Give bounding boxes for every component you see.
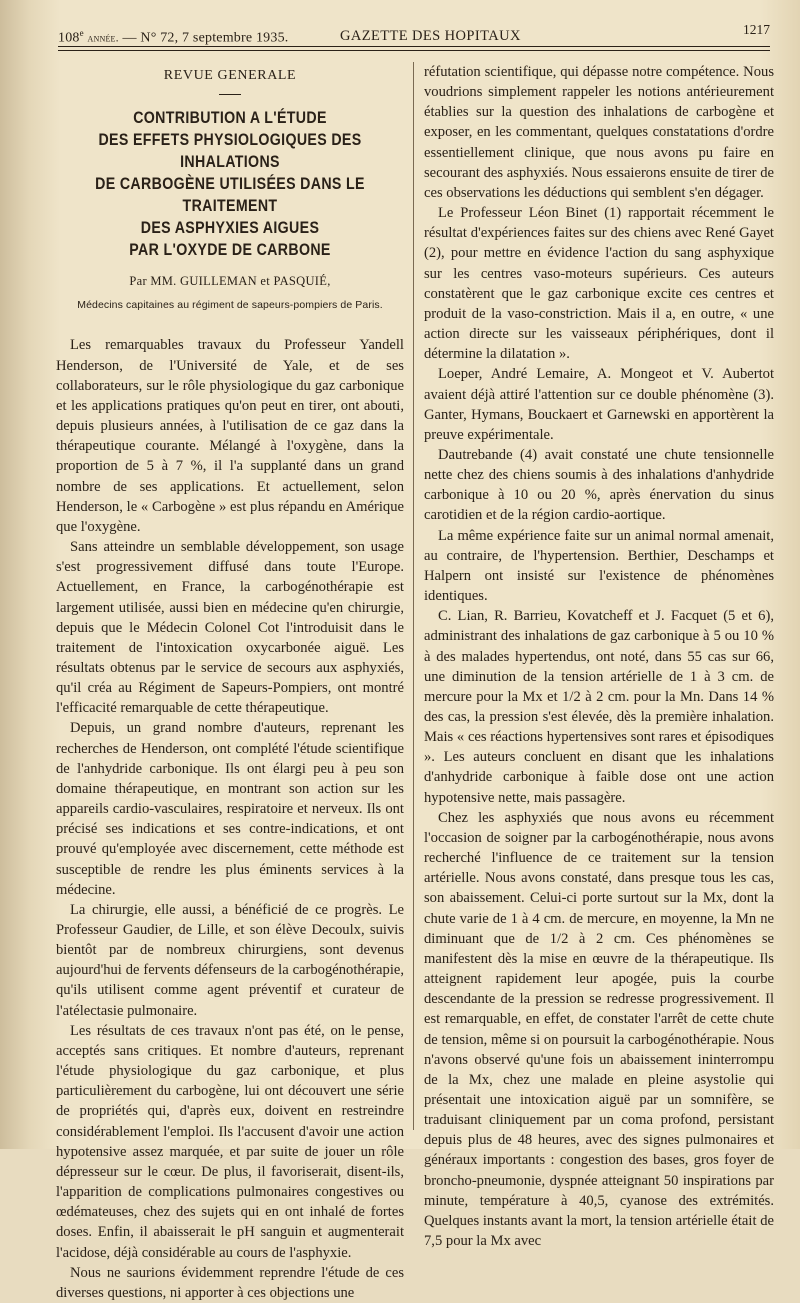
authors: Par MM. GUILLEMAN et PASQUIÉ, [129, 274, 331, 289]
issue-info [58, 28, 288, 47]
paragraph: réfutation scientifique, qui dépasse notre compétence. Nous voudrions simplement rappeler les notions antérieurement établies sur la question des inhalations de carbogène et exposer, en les commentant, quelques constatations d'ordre essentiellement clinique, que nous avons pu faire en secourant des asphyxiés. Nous essaierons ensuite de tirer de ces observations les déductions qui semblent s'en dégager. [424, 64, 774, 201]
issue-annee: année. [87, 30, 119, 45]
paragraph: Chez les asphyxiés que nous avons eu récemment l'occasion de soigner par la carbogénothérapie, nous avons recherché l'influence de ce traitement sur la tension artérielle. Nous avons constaté, dans presque tous les cas, son abaissement. Celui-ci porte surtout sur la Mx, dont la chute varie de 1 à 4 cm. de mercure, en moyenne, la Mn ne diminuant que de 1/2 à 2 cm. Ces phénomènes se manifestent dès la mise en œuvre de la thérapeutique. Ils atteignent rapidement leur apogée, puis la courbe descendante de la pression se redresse progressivement. Il est remarquable, en effet, de constater l'arrêt de cette chute de tension, même si on poursuit la carbogénothérapie. Nous n'avons observé qu'une fois un abaissement ininterrompu de la Mx, chez une malade en pleine asystolie qui présentait une intoxication aiguë par un somnifère, se traduisant cliniquement par un coma profond, persistant depuis plus de 48 heures, avec des signes pulmonaires et généraux importants : congestion des bases, gros foyer de broncho-pneumonie, dyspnée atteignant 50 inspirations par minute, température à 40,5, cyanose des extrémités. Quelques instants avant la mort, la tension artérielle était de 7,5 pour la Mx avec [424, 809, 774, 1250]
article-title [61, 107, 398, 261]
paragraph: Depuis, un grand nombre d'auteurs, reprenant les recherches de Henderson, ont complété l'étude scientifique de l'anhydride carbonique. Ils ont élargi peu à peu son domaine thérapeutique, en montrant son action sur les appareils cardio-vasculaires, respiratoire et nerveux. Ils ont précisé ses indications et ses contre-indications, et ont prouvé qu'employée avec discernement, cette méthode est susceptible de rendre les plus éminents services à la médecine. [56, 720, 404, 898]
title-line: PAR L'OXYDE DE CARBONE [129, 241, 331, 260]
title-dash [219, 94, 241, 95]
column-divider [413, 62, 414, 1130]
paragraph: Dautrebande (4) avait constaté une chute tensionnelle nette chez des chiens soumis à des inhalations d'anhydride carbonique à 10 ou 20 %, après énervation du sinus carotidien et de la région cardio-aortique. [424, 446, 774, 524]
title-line: CONTRIBUTION A L'ÉTUDE [133, 109, 327, 128]
paragraph: Sans atteindre un semblable développement, son usage s'est progressivement diffusé dans toute l'Europe. Actuellement, en France, la carbogénothérapie est largement utilisée, aussi bien en médecine qu'en chirurgie, depuis que le Médecin Colonel Cot l'introduisit dans le traitement de l'intoxication oxycarbonée aiguë. Les résultats obtenus par le service de secours aux asphyxiés, qu'il créa au Régiment de Sapeurs-Pompiers, ont montré l'efficacité remarquable de cette thérapeutique. [56, 539, 404, 717]
title-line: DES EFFETS PHYSIOLOGIQUES DES INHALATIONS [98, 131, 362, 172]
page-number: 1217 [743, 22, 770, 37]
header-rule-thin [58, 50, 770, 51]
paragraph: C. Lian, R. Barrieu, Kovatcheff et J. Facquet (5 et 6), administrant des inhalations de gaz carbonique à 5 ou 10 % à des malades hypertendus, ont noté, dans 55 cas sur 66, une diminution de la tension artérielle de 1 à 3 cm. de mercure pour la Mx et 1/2 à 2 cm. pour la Mn. Dans 14 % des cas, la pression s'est élevée, dès la première inhalation. Mais « ces réactions hypertensives sont rares et épisodiques ». Les auteurs concluent en disant que les inhalations d'anhydride carbonique à faible dose ont une action hypotensive nette, mais passagère. [424, 608, 774, 806]
paragraph: Nous ne saurions évidemment reprendre l'étude de ces diverses questions, ni apporter à ces objections une [56, 1264, 404, 1301]
affiliation: Médecins capitaines au régiment de sapeurs-pompiers de Paris. [77, 299, 383, 312]
issue-sup: e [79, 28, 84, 38]
issue-number: 108 [58, 30, 80, 46]
left-column [56, 62, 404, 1303]
paragraph: Loeper, André Lemaire, A. Mongeot et V. Aubertot avaient déjà attiré l'attention sur ce double phénomène (3). Ganter, Hymans, Bouckaert et Garnewski en apportèrent la preuve expérimentale. [424, 366, 774, 443]
header-rule [58, 46, 770, 47]
paragraph: Les remarquables travaux du Professeur Yandell Henderson, de l'Université de Yale, et de ses collaborateurs, sur le rôle physiologique du gaz carbonique et les applications pratiques qu'on peut en tirer, ont abouti, depuis plusieurs années, à l'utilisation de ce gaz dans la thérapeutique courante. Mélangé à l'oxygène, dans la proportion de 5 à 7 %, il l'a supplanté dans un grand nombre de ses applications. Et actuellement, selon Henderson, le « Carbogène » est plus répandu en Amérique que l'oxygène. [56, 337, 404, 535]
section-heading: REVUE GENERALE [163, 68, 297, 83]
paragraph: La chirurgie, elle aussi, a bénéficié de ce progrès. Le Professeur Gaudier, de Lille, et son élève Decoulx, suivis bientôt par de nombreux chirurgiens, sont devenus aujourd'hui de fervents défenseurs de la carbogénothérapie, qu'ils utilisent comme agent préventif et curateur de l'atélectasie pulmonaire. [56, 901, 404, 1019]
issue-date: — N° 72, 7 septembre 1935. [118, 30, 289, 46]
title-line: DES ASPHYXIES AIGUES [140, 219, 320, 238]
right-column [424, 62, 774, 1251]
paragraph: Le Professeur Léon Binet (1) rapportait récemment le résultat d'expériences faites sur des chiens avec René Gayet (2), pour mettre en évidence l'action du sang asphyxique sur les centres vaso-moteurs supérieurs. Ces auteurs constatèrent que le gaz carbonique excite ces centres et produit de la vaso-constriction. Mais il a, en outre, « une action directe sur les vaisseaux périphériques, dont il détermine la dilatation ». [424, 205, 774, 363]
paragraph: La même expérience faite sur un animal normal amenait, au contraire, de l'hypertension. Berthier, Deschamps et Halpern ont insisté sur l'existence de phénomènes identiques. [424, 527, 774, 605]
running-head [58, 20, 770, 48]
title-line: DE CARBOGÈNE UTILISÉES DANS LE TRAITEMENT [95, 175, 365, 216]
journal-name: GAZETTE DES HOPITAUX [340, 28, 521, 44]
paragraph: Les résultats de ces travaux n'ont pas été, on le pense, acceptés sans critiques. Et nombre d'auteurs, reprenant l'étude physiologique du gaz carbonique, et plus particulièrement du carbogène, lui ont découvert une série de propriétés qui, d'après eux, doivent en restreindre considérablement l'emploi. Ils l'accusent d'avoir une action hypotensive assez marquée, et par suite de jouer un rôle dépresseur sur le cœur. De plus, il favoriserait, disent-ils, l'apparition de complications pulmonaires congestives ou œdémateuses, chez des sujets qui en ont inhalé de fortes doses. Enfin, il abaisserait le pH sanguin et augmenterait l'acidose, déjà considérable au cours de l'asphyxie. [56, 1022, 404, 1261]
